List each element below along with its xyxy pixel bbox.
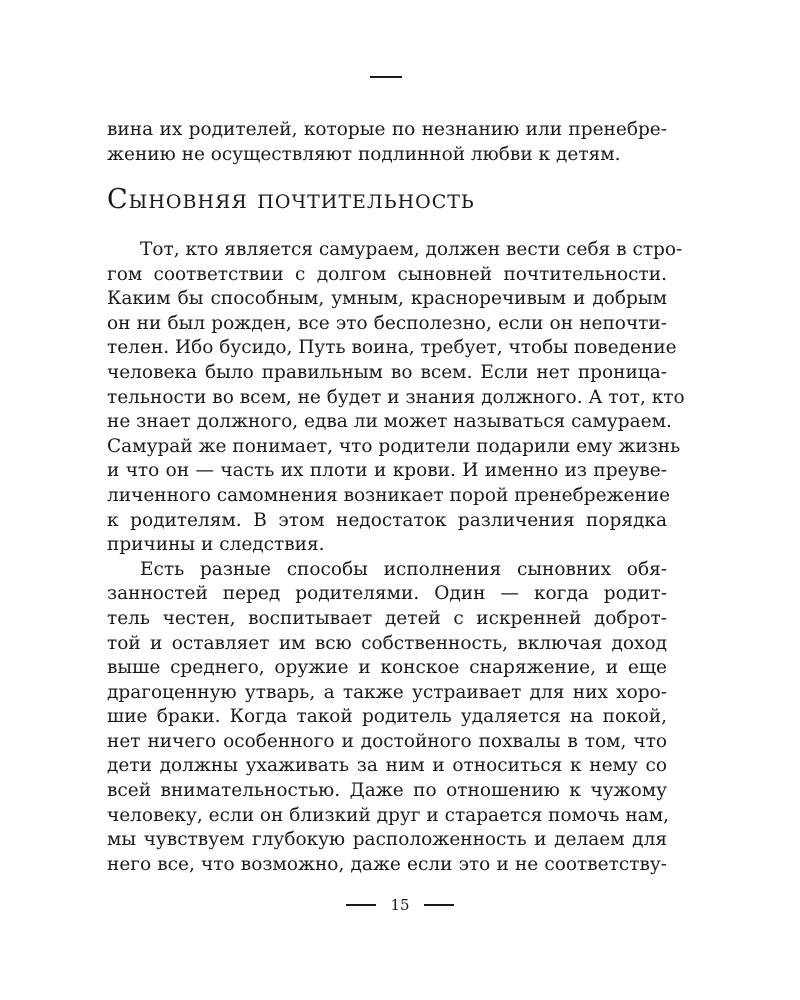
text-line: той и оставляет им всю собственность, включая доход	[107, 632, 667, 654]
text-line: жению не осуществляют подлинной любви к детям.	[107, 143, 621, 165]
text-line: тель честен, воспитывает детей с искренней доброт-	[107, 607, 667, 629]
text-line: к родителям. В этом недостаток различения порядка	[107, 509, 667, 531]
text-line: человеку, если он близкий друг и старается помочь нам,	[107, 804, 669, 826]
text-line: причины и следствия.	[107, 534, 325, 556]
text-line: не знает должного, едва ли может называться самураем.	[107, 411, 672, 433]
text-line: Самурай же понимает, что родители подарили ему жизнь	[107, 435, 681, 457]
text-line: занностей перед родителями. Один — когда родит-	[107, 583, 667, 605]
text-line: телен. Ибо бусидо, Путь воина, требует, чтобы поведение	[107, 337, 677, 359]
text-line: вина их родителей, которые по незнанию или пренебре-	[107, 119, 667, 140]
text-line: драгоценную утварь, а также устраивает для них хоро-	[107, 681, 667, 703]
text-line: он ни был рожден, все это бесполезно, если он непочти-	[107, 312, 667, 334]
top-divider	[370, 76, 402, 78]
footer-rule-left	[346, 904, 376, 906]
text-line: гом соответствии с долгом сыновней почтительности.	[107, 263, 667, 285]
body-text	[107, 238, 685, 877]
page-number: 15	[390, 896, 410, 914]
text-line: Тот, кто является самураем, должен вести себя в стро-	[140, 239, 683, 260]
text-line: него все, что возможно, даже если это и не соответству-	[107, 853, 667, 875]
footer-rule-right	[424, 904, 454, 906]
text-line: дети должны ухаживать за ним и относиться к нему со	[107, 755, 667, 777]
text-line: мы чувствуем глубокую расположенность и делаем для	[107, 829, 667, 851]
text-line: нет ничего особенного и достойного похвалы в том, что	[107, 730, 667, 752]
text-line: тельности во всем, не будет и знания должного. А тот, кто	[107, 386, 685, 408]
text-line: всей внимательностью. Даже по отношению к чужому	[107, 780, 667, 802]
text-line: человека было правильным во всем. Если нет проница-	[107, 361, 667, 383]
text-line: личенного самомнения возникает порой пренебрежение	[107, 484, 671, 506]
section-title: Сыновняя почтительность	[107, 184, 475, 215]
page-footer	[0, 896, 800, 914]
text-line: Есть разные способы исполнения сыновних обя-	[140, 558, 667, 580]
text-line: и что он — часть их плоти и крови. И именно из преуве-	[107, 460, 667, 482]
text-line: выше среднего, оружие и конское снаряжение, и еще	[107, 657, 667, 679]
text-line: шие браки. Когда такой родитель удаляется на покой,	[107, 706, 667, 728]
lead-paragraph	[107, 118, 667, 167]
text-line: Каким бы способным, умным, красноречивым и добрым	[107, 288, 667, 310]
